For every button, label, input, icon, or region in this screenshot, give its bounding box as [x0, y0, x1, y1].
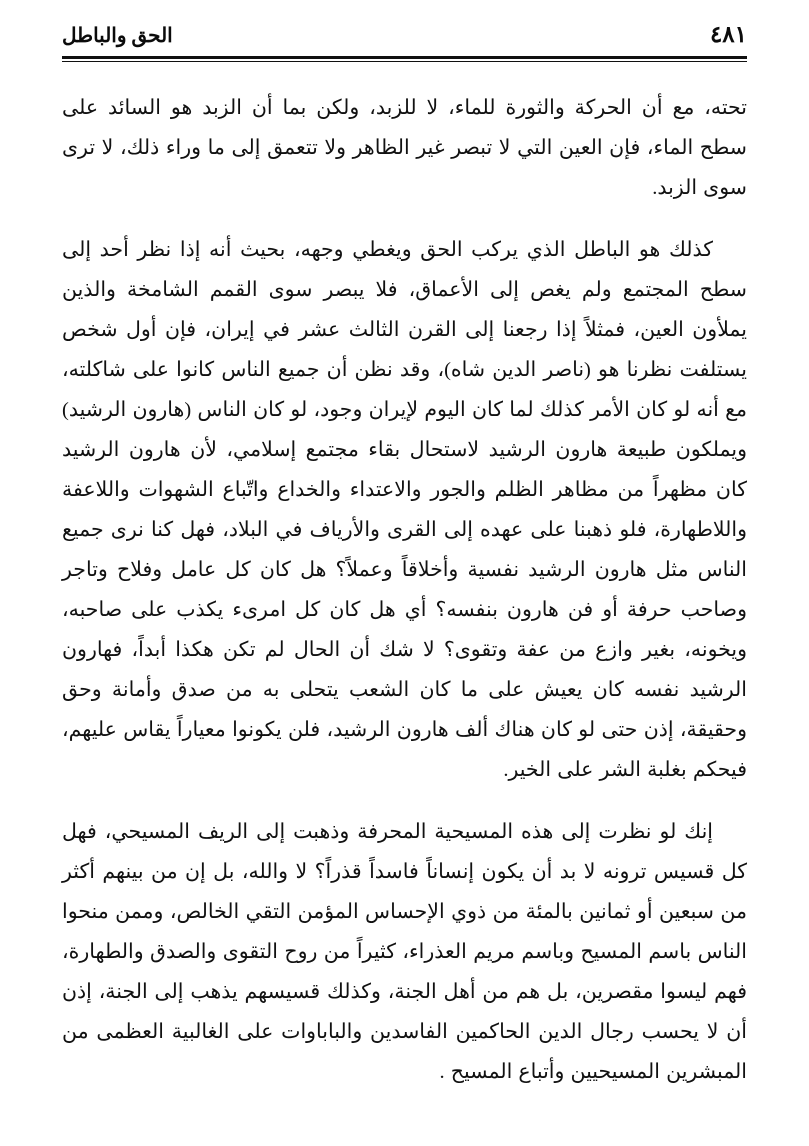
page-number: ٤٨١: [709, 22, 747, 47]
running-head-title: الحق والباطل: [62, 25, 173, 47]
page-content-area: [62, 22, 747, 1126]
paragraph-2: كذلك هو الباطل الذي يركب الحق ويغطي وجهه، بحيث أنه إذا نظر أحد إلى سطح المجتمع ولم يغص إلى الأعماق، فلا يبصر سوى القمم الشامخة والذين يملأون العين، فمثلاً إذا رجعنا إلى القرن الثالث عشر في إيران، فإن أول شخص يستلفت نظرنا هو (ناصر الدين شاه)، وقد نظن أن جميع الناس كانوا على شاكلته، مع أنه لو كان الأمر كذلك لما كان اليوم لإيران وجود، لو كان الناس (هارون الرشيد) ويملكون طبيعة هارون الرشيد لاستحال بقاء مجتمع إسلامي، لأن هارون الرشيد كان مظهراً من مظاهر الظلم والجور والاعتداء والخداع واتّباع الشهوات واللاعفة واللاطهارة، فلو ذهبنا على عهده إلى القرى والأرياف في البلاد، فهل كنا نرى جميع الناس مثل هارون الرشيد نفسية وأخلاقاً وعملاً؟ هل كان كل عامل وفلاح وتاجر وصاحب حرفة أو فن هارون بنفسه؟ أي هل كان كل امرىء يكذب على صاحبه، ويخونه، بغير وازع من عفة وتقوى؟ لا شك أن الحال لم تكن هكذا أبداً، فهارون الرشيد نفسه كان يعيش على ما كان الشعب يتحلى به من صدق وأمانة وحق وحقيقة، إذن حتى لو كان هناك ألف هارون الرشيد، فلن يكونوا معياراً يقاس عليهم، فيحكم بغلبة الشر على الخير.: [62, 239, 747, 781]
paragraph-1: تحته، مع أن الحركة والثورة للماء، لا للزبد، ولكن بما أن الزبد هو السائد على سطح الماء، فإن العين التي لا تبصر غير الظاهر ولا تتعمق إلى ما وراء ذلك، لا ترى سوى الزبد.: [62, 97, 747, 199]
paragraph-3: إنك لو نظرت إلى هذه المسيحية المحرفة وذهبت إلى الريف المسيحي، فهل كل قسيس ترونه لا بد أن يكون إنساناً فاسداً قذراً؟ لا والله، بل إن من بينهم أكثر من سبعين أو ثمانين بالمئة من ذوي الإحساس المؤمن التقي الخالص، وممن منحوا الناس باسم المسيح وباسم مريم العذراء، كثيراً من روح التقوى والصدق والطهارة، فهم ليسوا مقصرين، بل هم من أهل الجنة، وكذلك قسيسهم يذهب إلى الجنة، إذن أن لا يحسب رجال الدين الحاكمين الفاسدين والباباوات على الغالبية العظمى من المبشرين المسيحيين وأتباع المسيح .: [62, 821, 747, 1083]
page-header: [62, 22, 747, 48]
body-text: [62, 88, 747, 1092]
header-divider: [62, 56, 747, 62]
